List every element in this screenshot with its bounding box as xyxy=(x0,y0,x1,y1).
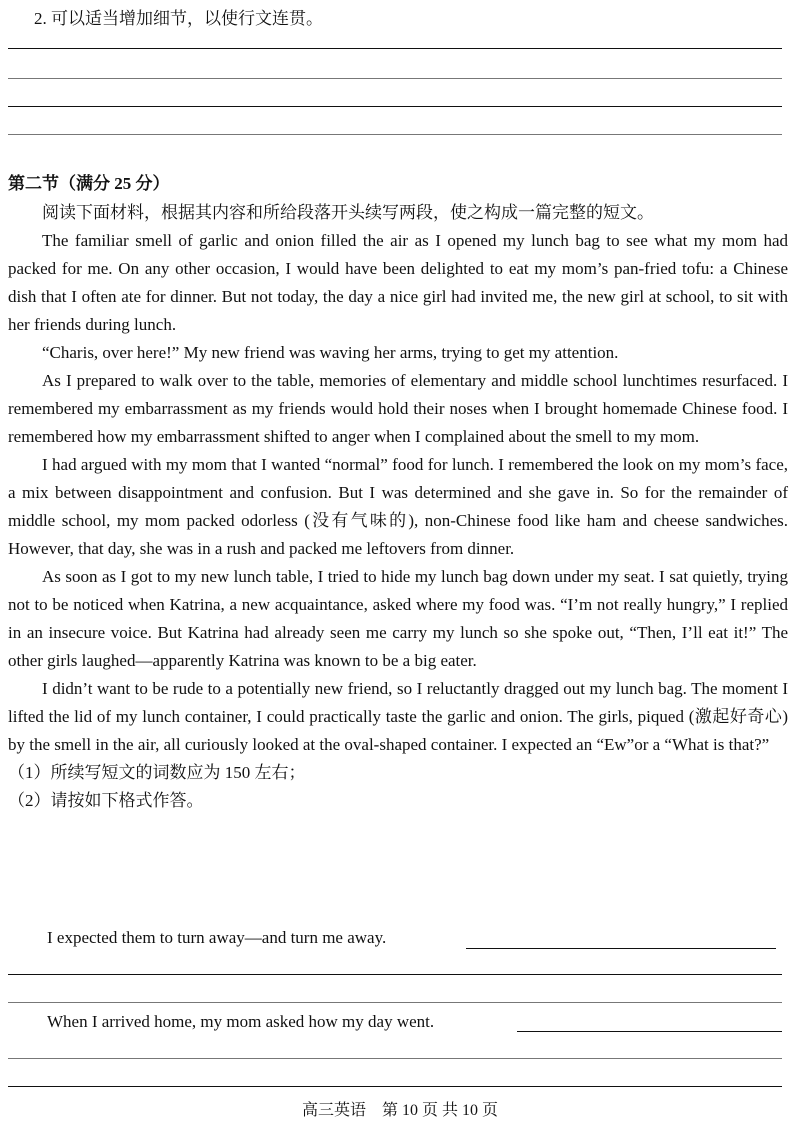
answer-line xyxy=(8,106,782,107)
requirement: （1）所续写短文的词数应为 150 左右； xyxy=(8,763,306,782)
instruction: 阅读下面材料，根据其内容和所给段落开头续写两段，使之构成一篇完整的短文。 xyxy=(42,203,654,222)
paragraph: The familiar smell of garlic and onion filled the air as I opened my lunch bag to see what my mom had packed for me. On any other occasion, I would have been delighted to eat my mom’s pan-fried tofu: a Chinese dish that I often ate for dinner. But not today, the day a nice girl had invited me, the new girl at school, to sit with her friends during lunch. xyxy=(8,231,788,334)
paragraph: As soon as I got to my new lunch table, I tried to hide my lunch bag down under my seat. I sat quietly, trying not to be noticed when Katrina, a new acquaintance, asked where my food was. “I’m not really hungry,” I replied in an insecure voice. But Katrina had already seen me carry my lunch so she spoke out, “Then, I’ll eat it!” The other girls laughed—apparently Katrina was known to be a big eater. xyxy=(8,567,788,670)
paragraph: “Charis, over here!” My new friend was waving her arms, trying to get my attention. xyxy=(42,343,619,362)
answer-line xyxy=(8,1002,782,1003)
paragraph: I had argued with my mom that I wanted “normal” food for lunch. I remembered the look on my mom’s face, a mix between disappointment and confusion. But I was determined and she gave in. So for the remainder of middle school, my mom packed odorless (没有气味的), non-Chinese food like ham and cheese sandwiches. However, that day, she was in a rush and packed me leftovers from dinner. xyxy=(8,455,788,558)
answer-line xyxy=(8,134,782,135)
continuation-prompt-2: When I arrived home, my mom asked how my day went. xyxy=(47,1012,435,1031)
answer-line xyxy=(8,1058,782,1059)
continuation-prompt-1: I expected them to turn away—and turn me away. xyxy=(47,928,387,947)
section-title: 第二节（满分 25 分） xyxy=(8,174,170,193)
answer-line xyxy=(8,78,782,79)
answer-blank xyxy=(466,948,776,949)
answer-line xyxy=(8,48,782,49)
page-footer: 高三英语 第 10 页 共 10 页 xyxy=(301,1102,498,1119)
answer-blank xyxy=(517,1031,782,1032)
passage xyxy=(8,199,788,815)
requirement: （2）请按如下格式作答。 xyxy=(8,791,204,810)
writing-note-2: 2. 可以适当增加细节，以使行文连贯。 xyxy=(34,9,323,28)
paragraph: I didn’t want to be rude to a potentially new friend, so I reluctantly dragged out my lunch bag. The moment I lifted the lid of my lunch container, I could practically taste the garlic and onion. The girls, piqued (激起好奇心) by the smell in the air, all curiously looked at the oval-shaped container. I expected an “Ew”or a “What is that?” xyxy=(8,679,788,754)
paragraph: As I prepared to walk over to the table, memories of elementary and middle school lunchtimes resurfaced. I remembered my embarrassment as my friends would hold their noses when I brought homemade Chinese food. I remembered how my embarrassment shifted to anger when I complained about the smell to my mom. xyxy=(8,371,788,446)
answer-line xyxy=(8,1086,782,1087)
answer-line xyxy=(8,974,782,975)
